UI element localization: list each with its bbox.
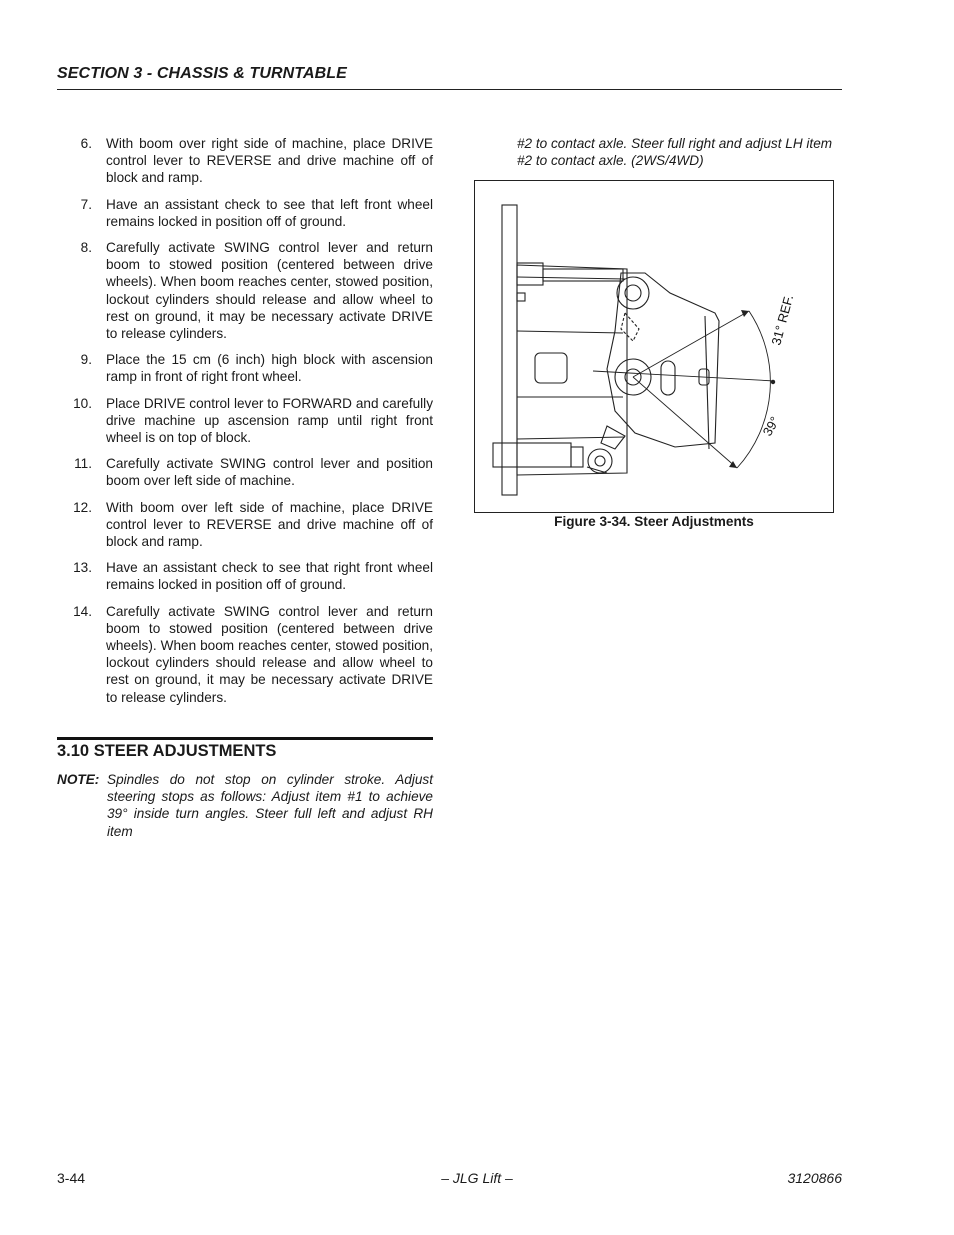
step-item <box>57 196 433 230</box>
section-heading: 3.10 STEER ADJUSTMENTS <box>57 742 277 760</box>
procedure-steps <box>57 135 433 715</box>
step-text: Carefully activate SWING control lever and position boom over left side of machine. <box>106 456 433 489</box>
section-divider <box>57 737 433 740</box>
step-number: 8. <box>80 240 92 256</box>
step-text: With boom over right side of machine, place DRIVE control lever to REVERSE and drive machine off of block and ramp. <box>106 136 433 186</box>
ref-angle-label: 31° REF. <box>768 293 797 347</box>
step-text: Carefully activate SWING control lever and return boom to stowed position (centered between drive wheels). When boom reaches center, stowed position, lockout cylinders should release and allow wheel to rest on ground, it may be necessary activate DRIVE to release cylinders. <box>106 240 433 342</box>
figure-caption: Figure 3-34. Steer Adjustments <box>554 514 754 529</box>
note-block <box>57 771 433 840</box>
step-item <box>57 603 433 706</box>
step-text: Have an assistant check to see that left front wheel remains locked in position off of ground. <box>106 196 433 229</box>
note-text: Spindles do not stop on cylinder stroke. Adjust steering stops as follows: Adjust item #1 to achieve 39° inside turn angles. Steer full left and adjust RH item <box>107 772 433 839</box>
steer-adjustment-figure <box>474 180 834 513</box>
note-continuation: #2 to contact axle. Steer full right and adjust LH item #2 to contact axle. (2WS/4WD) <box>517 136 833 169</box>
page-number: 3-44 <box>57 1170 86 1186</box>
step-number: 9. <box>80 352 92 368</box>
step-item <box>57 135 433 187</box>
step-number: 10. <box>73 395 92 411</box>
steer-assembly-drawing <box>475 181 833 512</box>
step-item <box>57 351 433 385</box>
inside-angle-label: 39° <box>759 413 783 439</box>
note-label: NOTE: <box>57 772 100 787</box>
step-number: 11. <box>74 456 92 472</box>
step-item <box>57 395 433 447</box>
section-header: SECTION 3 - CHASSIS & TURNTABLE <box>57 65 347 82</box>
header-divider <box>57 89 842 90</box>
step-text: With boom over left side of machine, place DRIVE control lever to REVERSE and drive machine off of block and ramp. <box>106 499 433 550</box>
step-item <box>57 455 433 489</box>
step-text: Place the 15 cm (6 inch) high block with ascension ramp in front of right front wheel. <box>106 352 433 385</box>
step-item <box>57 239 433 342</box>
step-number: 13. <box>73 560 92 576</box>
step-item <box>57 499 433 551</box>
step-text: Place DRIVE control lever to FORWARD and carefully drive machine up ascension ramp until right front wheel is on top of block. <box>106 395 433 446</box>
step-text: Have an assistant check to see that right front wheel remains locked in position off of ground. <box>106 560 433 593</box>
step-number: 7. <box>80 196 92 212</box>
step-number: 14. <box>73 603 92 619</box>
step-number: 12. <box>73 499 92 515</box>
step-item <box>57 559 433 593</box>
step-number: 6. <box>80 136 92 151</box>
footer-brand: – JLG Lift – <box>441 1170 513 1186</box>
step-text: Carefully activate SWING control lever and return boom to stowed position (centered between drive wheels). When boom reaches center, stowed position, lockout cylinders should release and allow wheel to rest on ground, it may be necessary activate DRIVE to release cylinders. <box>106 603 433 705</box>
document-number: 3120866 <box>787 1170 842 1186</box>
